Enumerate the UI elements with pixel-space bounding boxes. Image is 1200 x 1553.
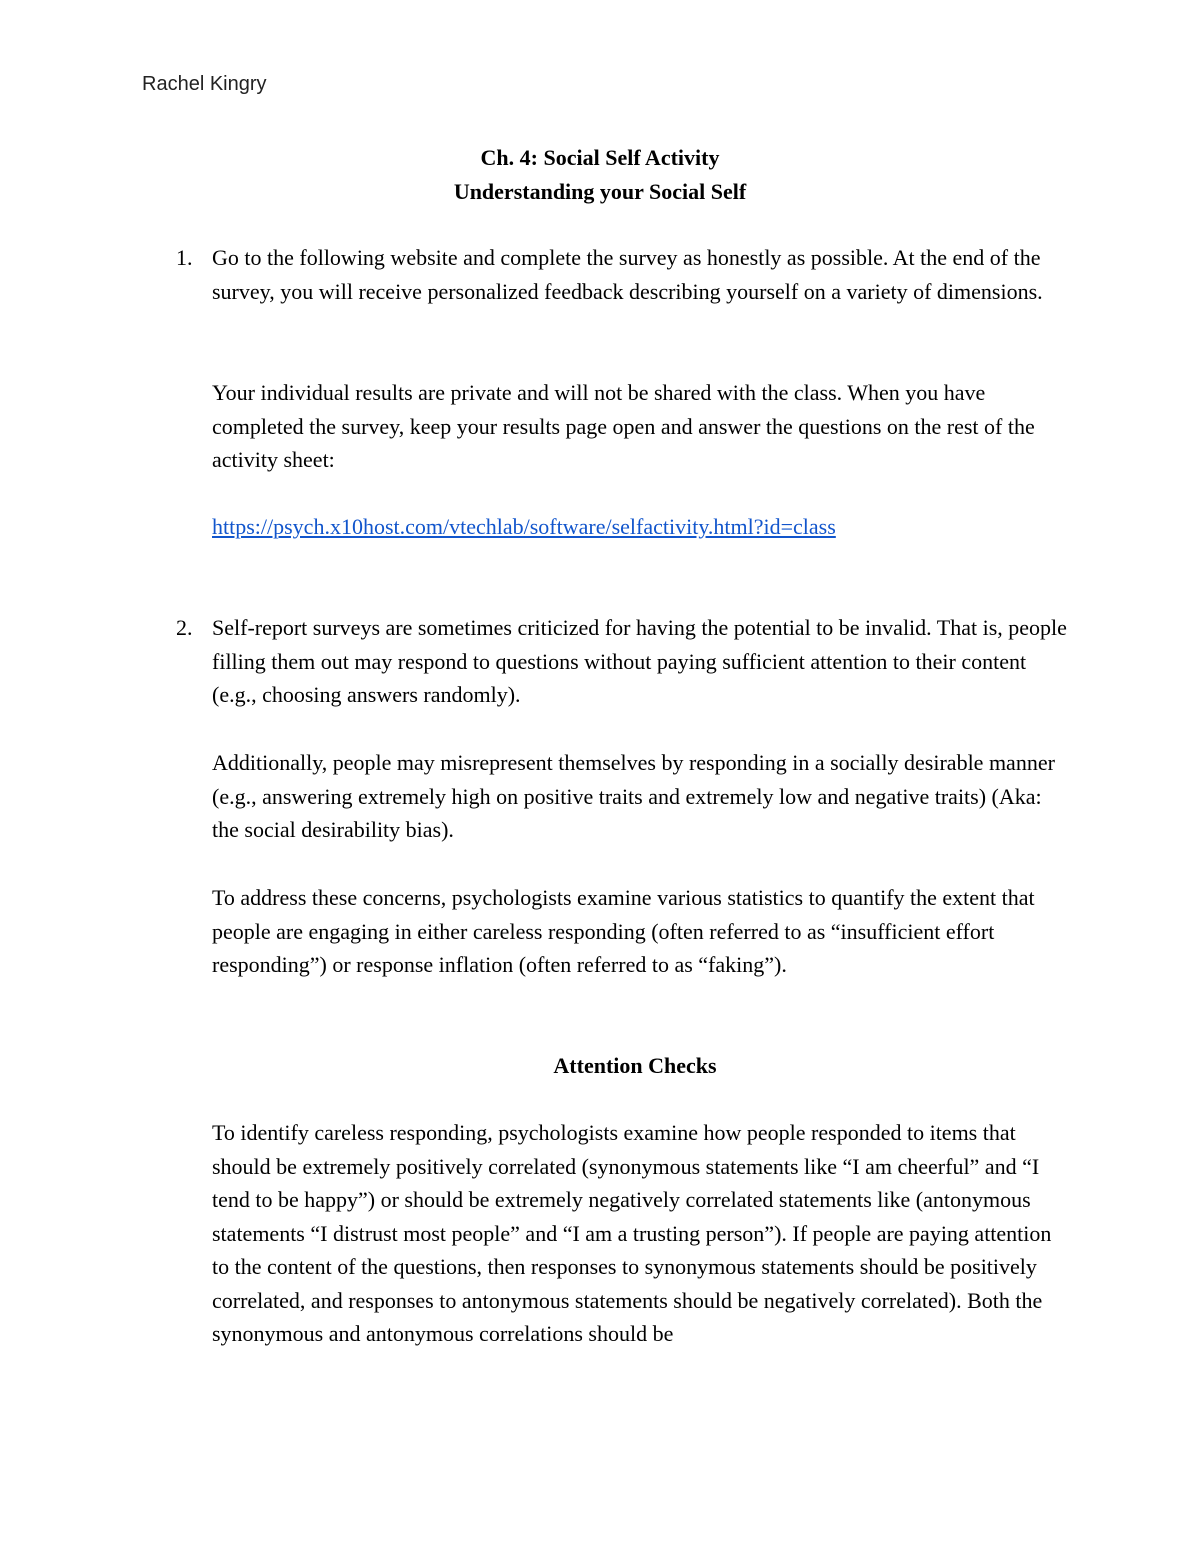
survey-link[interactable]: https://psych.x10host.com/vtechlab/software/selfactivity.html?id=class	[212, 514, 836, 539]
item-2-paragraph-2: Additionally, people may misrepresent themselves by responding in a socially desirable manner (e.g., answering extremely high on positive traits and extremely low and negative traits) (Aka: the social desirability bias).	[212, 750, 1055, 842]
title-block	[0, 141, 1200, 209]
item-1-paragraph-2: Your individual results are private and will not be shared with the class. When you have completed the survey, keep your results page open and answer the questions on the rest of the activity sheet:	[212, 380, 1035, 472]
attention-checks-paragraph: To identify careless responding, psychologists examine how people responded to items that should be extremely positively correlated (synonymous statements like “I am cheerful” and “I tend to be happy”) or should be extremely negatively correlated statements like (antonymous statements “I distrust most people” and “I am a trusting person”). If people are paying attention to the content of the questions, then responses to synonymous statements should be positively correlated, and responses to antonymous statements should be negatively correlated). Both the synonymous and antonymous correlations should be	[212, 1120, 1052, 1346]
attention-checks-heading: Attention Checks	[553, 1053, 717, 1078]
item-1-number: 1.	[176, 245, 193, 270]
item-1-link-line	[212, 510, 1072, 544]
item-2-paragraph-3: To address these concerns, psychologists examine various statistics to quantify the extent that people are engaging in either careless responding (often referred to as “insufficient effort responding”) or response inflation (often referred to as “faking”).	[212, 885, 1035, 977]
document-title: Ch. 4: Social Self Activity	[480, 145, 720, 170]
item-2-number: 2.	[176, 615, 193, 640]
document-subtitle: Understanding your Social Self	[453, 179, 747, 204]
item-2-paragraph-1: Self-report surveys are sometimes criticized for having the potential to be invalid. That is, people filling them out may respond to questions without paying sufficient attention to their content (e.g., choosing answers randomly).	[212, 615, 1067, 707]
author-header: Rachel Kingry	[142, 73, 267, 95]
item-1-paragraph-1: Go to the following website and complete the survey as honestly as possible. At the end of the survey, you will receive personalized feedback describing yourself on a variety of dimensions.	[212, 245, 1043, 304]
